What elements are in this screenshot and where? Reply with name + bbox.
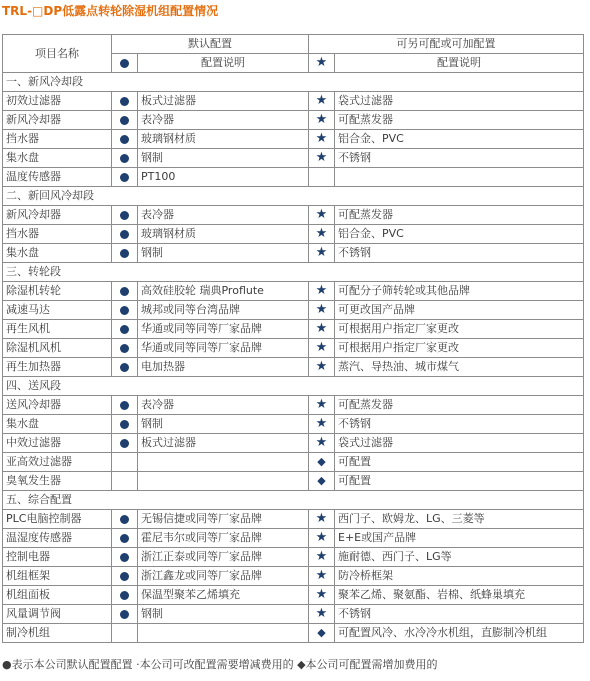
default-config: 无锡信捷或同等厂家品牌 bbox=[138, 510, 309, 529]
filled-circle-icon bbox=[120, 154, 129, 163]
optional-mark-cell bbox=[309, 472, 335, 491]
filled-circle-icon bbox=[120, 325, 129, 334]
default-config-header: 默认配置 bbox=[112, 35, 309, 54]
default-mark-cell bbox=[112, 605, 138, 624]
default-mark-cell bbox=[112, 225, 138, 244]
config-table bbox=[2, 34, 584, 643]
optional-mark-cell bbox=[309, 92, 335, 111]
filled-circle-icon bbox=[120, 439, 129, 448]
star-icon: ★ bbox=[315, 302, 328, 317]
star-icon: ★ bbox=[315, 587, 328, 602]
optional-config: 可配置 bbox=[335, 453, 584, 472]
table-row bbox=[3, 168, 584, 187]
star-icon: ★ bbox=[315, 359, 328, 374]
item-name: 机组框架 bbox=[3, 567, 112, 586]
diamond-icon: ◆ bbox=[317, 626, 326, 639]
table-row bbox=[3, 472, 584, 491]
optional-config: 可根据用户指定厂家更改 bbox=[335, 320, 584, 339]
star-icon: ★ bbox=[315, 283, 328, 298]
item-name: 控制电器 bbox=[3, 548, 112, 567]
star-icon: ★ bbox=[315, 55, 328, 70]
optional-mark-cell bbox=[309, 168, 335, 187]
config-desc-right-header: 配置说明 bbox=[335, 54, 584, 73]
optional-config: 不锈钢 bbox=[335, 415, 584, 434]
optional-config: 防冷桥框架 bbox=[335, 567, 584, 586]
default-mark-cell bbox=[112, 529, 138, 548]
filled-circle-icon bbox=[120, 553, 129, 562]
star-icon: ★ bbox=[315, 435, 328, 450]
star-icon: ★ bbox=[315, 131, 328, 146]
optional-config: 可根据用户指定厂家更改 bbox=[335, 339, 584, 358]
table-row bbox=[3, 92, 584, 111]
table-row bbox=[3, 320, 584, 339]
default-mark-cell bbox=[112, 567, 138, 586]
item-name: 再生风机 bbox=[3, 320, 112, 339]
star-icon: ★ bbox=[315, 530, 328, 545]
optional-mark-cell bbox=[309, 624, 335, 643]
star-icon: ★ bbox=[315, 416, 328, 431]
default-config: 高效硅胶轮 瑞典Proflute bbox=[138, 282, 309, 301]
filled-circle-icon bbox=[120, 534, 129, 543]
optional-mark-cell bbox=[309, 358, 335, 377]
optional-mark-cell bbox=[309, 605, 335, 624]
filled-circle-icon bbox=[120, 572, 129, 581]
table-row bbox=[3, 244, 584, 263]
page-title: TRL-□DP低露点转轮除湿机组配置情况 bbox=[2, 4, 219, 18]
default-mark-cell bbox=[112, 130, 138, 149]
default-mark-cell bbox=[112, 548, 138, 567]
item-name: 臭氧发生器 bbox=[3, 472, 112, 491]
table-row bbox=[3, 206, 584, 225]
star-icon: ★ bbox=[315, 245, 328, 260]
default-dot-header bbox=[112, 54, 138, 73]
optional-mark-cell bbox=[309, 244, 335, 263]
optional-mark-cell bbox=[309, 415, 335, 434]
default-mark-cell bbox=[112, 358, 138, 377]
default-mark-cell bbox=[112, 586, 138, 605]
optional-config: 袋式过滤器 bbox=[335, 92, 584, 111]
filled-circle-icon bbox=[120, 230, 129, 239]
optional-config: 铝合金、PVC bbox=[335, 130, 584, 149]
default-mark-cell bbox=[112, 510, 138, 529]
section-title: 一、新风冷却段 bbox=[3, 73, 584, 92]
section-row bbox=[3, 73, 584, 92]
filled-circle-icon bbox=[120, 116, 129, 125]
star-icon: ★ bbox=[315, 568, 328, 583]
default-config: 城邦或同等台湾品牌 bbox=[138, 301, 309, 320]
diamond-icon: ◆ bbox=[317, 455, 326, 468]
table-row bbox=[3, 586, 584, 605]
default-mark-cell bbox=[112, 282, 138, 301]
filled-circle-icon bbox=[120, 135, 129, 144]
section-row bbox=[3, 491, 584, 510]
default-config: 表冷器 bbox=[138, 111, 309, 130]
table-row bbox=[3, 339, 584, 358]
default-config bbox=[138, 472, 309, 491]
optional-config: E+E或国产品牌 bbox=[335, 529, 584, 548]
optional-mark-cell bbox=[309, 282, 335, 301]
star-icon: ★ bbox=[315, 112, 328, 127]
default-config: 浙江鑫龙或同等厂家品牌 bbox=[138, 567, 309, 586]
item-name: 新风冷却器 bbox=[3, 206, 112, 225]
item-name: PLC电脑控制器 bbox=[3, 510, 112, 529]
optional-config: 袋式过滤器 bbox=[335, 434, 584, 453]
optional-mark-cell bbox=[309, 301, 335, 320]
table-row bbox=[3, 453, 584, 472]
section-row bbox=[3, 263, 584, 282]
star-icon: ★ bbox=[315, 606, 328, 621]
filled-circle-icon bbox=[120, 249, 129, 258]
optional-mark-cell bbox=[309, 206, 335, 225]
optional-mark-cell bbox=[309, 396, 335, 415]
default-mark-cell bbox=[112, 624, 138, 643]
optional-config bbox=[335, 168, 584, 187]
item-name-header: 项目名称 bbox=[3, 35, 112, 73]
optional-config: 施耐德、西门子、LG等 bbox=[335, 548, 584, 567]
diamond-icon: ◆ bbox=[317, 474, 326, 487]
table-row bbox=[3, 111, 584, 130]
optional-mark-cell bbox=[309, 586, 335, 605]
default-mark-cell bbox=[112, 396, 138, 415]
default-mark-cell bbox=[112, 415, 138, 434]
item-name: 挡水器 bbox=[3, 225, 112, 244]
default-mark-cell bbox=[112, 339, 138, 358]
filled-circle-icon bbox=[120, 287, 129, 296]
header-row bbox=[3, 35, 584, 54]
star-icon: ★ bbox=[315, 321, 328, 336]
config-desc-left-header: 配置说明 bbox=[138, 54, 309, 73]
star-icon: ★ bbox=[315, 397, 328, 412]
item-name: 中效过滤器 bbox=[3, 434, 112, 453]
table-row bbox=[3, 510, 584, 529]
default-config: 板式过滤器 bbox=[138, 92, 309, 111]
filled-circle-icon bbox=[120, 211, 129, 220]
default-config: 电加热器 bbox=[138, 358, 309, 377]
item-name: 集水盘 bbox=[3, 244, 112, 263]
table-row bbox=[3, 624, 584, 643]
optional-config: 聚苯乙烯、聚氨酯、岩棉、纸蜂巢填充 bbox=[335, 586, 584, 605]
filled-circle-icon bbox=[120, 97, 129, 106]
star-icon: ★ bbox=[315, 93, 328, 108]
table-row bbox=[3, 130, 584, 149]
default-config bbox=[138, 624, 309, 643]
table-row bbox=[3, 434, 584, 453]
default-mark-cell bbox=[112, 301, 138, 320]
default-config: 华通或同等同等厂家品牌 bbox=[138, 320, 309, 339]
filled-circle-icon bbox=[120, 401, 129, 410]
item-name: 亚高效过滤器 bbox=[3, 453, 112, 472]
star-icon: ★ bbox=[315, 150, 328, 165]
default-mark-cell bbox=[112, 168, 138, 187]
table-row bbox=[3, 548, 584, 567]
table-row bbox=[3, 301, 584, 320]
default-mark-cell bbox=[112, 111, 138, 130]
default-config: 玻璃钢材质 bbox=[138, 225, 309, 244]
optional-mark-cell bbox=[309, 453, 335, 472]
item-name: 挡水器 bbox=[3, 130, 112, 149]
default-config bbox=[138, 453, 309, 472]
item-name: 风量调节阀 bbox=[3, 605, 112, 624]
filled-circle-icon bbox=[120, 306, 129, 315]
star-icon: ★ bbox=[315, 549, 328, 564]
star-icon: ★ bbox=[315, 207, 328, 222]
default-mark-cell bbox=[112, 472, 138, 491]
section-title: 三、转轮段 bbox=[3, 263, 584, 282]
item-name: 温湿度传感器 bbox=[3, 529, 112, 548]
section-row bbox=[3, 187, 584, 206]
filled-circle-icon bbox=[120, 420, 129, 429]
item-name: 集水盘 bbox=[3, 149, 112, 168]
item-name: 温度传感器 bbox=[3, 168, 112, 187]
optional-mark-cell bbox=[309, 130, 335, 149]
table-row bbox=[3, 225, 584, 244]
item-name: 送风冷却器 bbox=[3, 396, 112, 415]
optional-config: 可配置 bbox=[335, 472, 584, 491]
optional-config: 不锈钢 bbox=[335, 605, 584, 624]
table-row bbox=[3, 529, 584, 548]
optional-config-header: 可另可配或可加配置 bbox=[309, 35, 584, 54]
optional-mark-cell bbox=[309, 529, 335, 548]
optional-config: 西门子、欧姆龙、LG、三菱等 bbox=[335, 510, 584, 529]
default-mark-cell bbox=[112, 92, 138, 111]
default-config: 玻璃钢材质 bbox=[138, 130, 309, 149]
table-row bbox=[3, 149, 584, 168]
default-config: 华通或同等同等厂家品牌 bbox=[138, 339, 309, 358]
section-title: 四、送风段 bbox=[3, 377, 584, 396]
default-config: 表冷器 bbox=[138, 396, 309, 415]
default-mark-cell bbox=[112, 149, 138, 168]
item-name: 集水盘 bbox=[3, 415, 112, 434]
optional-mark-cell bbox=[309, 548, 335, 567]
optional-mark-cell bbox=[309, 434, 335, 453]
item-name: 制冷机组 bbox=[3, 624, 112, 643]
optional-config: 可更改国产品牌 bbox=[335, 301, 584, 320]
item-name: 除湿机风机 bbox=[3, 339, 112, 358]
default-config: 钢制 bbox=[138, 415, 309, 434]
legend-footer: ●表示本公司默认配置配置 ·本公司可改配置需要增减费用的 ◆本公司可配置需增加费用的 bbox=[2, 658, 438, 671]
default-config: 钢制 bbox=[138, 605, 309, 624]
default-mark-cell bbox=[112, 320, 138, 339]
filled-circle-icon bbox=[120, 515, 129, 524]
item-name: 机组面板 bbox=[3, 586, 112, 605]
optional-mark-cell bbox=[309, 225, 335, 244]
item-name: 除湿机转轮 bbox=[3, 282, 112, 301]
default-mark-cell bbox=[112, 244, 138, 263]
optional-config: 蒸汽、导热油、城市煤气 bbox=[335, 358, 584, 377]
default-config: 板式过滤器 bbox=[138, 434, 309, 453]
star-icon: ★ bbox=[315, 340, 328, 355]
section-title: 二、新回风冷却段 bbox=[3, 187, 584, 206]
optional-config: 不锈钢 bbox=[335, 244, 584, 263]
table-row bbox=[3, 358, 584, 377]
filled-circle-icon bbox=[120, 173, 129, 182]
star-icon: ★ bbox=[315, 226, 328, 241]
filled-circle-icon bbox=[120, 610, 129, 619]
table-row bbox=[3, 396, 584, 415]
optional-config: 可配置风冷、水冷冷水机组，直膨制冷机组 bbox=[335, 624, 584, 643]
optional-mark-cell bbox=[309, 510, 335, 529]
filled-circle-icon bbox=[120, 363, 129, 372]
optional-mark-cell bbox=[309, 111, 335, 130]
default-config: 保温型聚苯乙烯填充 bbox=[138, 586, 309, 605]
default-mark-cell bbox=[112, 453, 138, 472]
default-config: 浙江正泰或同等厂家品牌 bbox=[138, 548, 309, 567]
optional-mark-cell bbox=[309, 149, 335, 168]
star-icon: ★ bbox=[315, 511, 328, 526]
optional-config: 铝合金、PVC bbox=[335, 225, 584, 244]
default-mark-cell bbox=[112, 206, 138, 225]
item-name: 再生加热器 bbox=[3, 358, 112, 377]
default-config: 表冷器 bbox=[138, 206, 309, 225]
default-config: 钢制 bbox=[138, 149, 309, 168]
optional-config: 可配蒸发器 bbox=[335, 206, 584, 225]
table-row bbox=[3, 415, 584, 434]
filled-circle-icon bbox=[120, 59, 129, 68]
optional-config: 可配蒸发器 bbox=[335, 396, 584, 415]
filled-circle-icon bbox=[120, 344, 129, 353]
section-row bbox=[3, 377, 584, 396]
default-config: 钢制 bbox=[138, 244, 309, 263]
optional-config: 不锈钢 bbox=[335, 149, 584, 168]
default-config: 霍尼韦尔或同等厂家品牌 bbox=[138, 529, 309, 548]
optional-mark-cell bbox=[309, 320, 335, 339]
item-name: 初效过滤器 bbox=[3, 92, 112, 111]
item-name: 减速马达 bbox=[3, 301, 112, 320]
default-config: PT100 bbox=[138, 168, 309, 187]
optional-config: 可配分子筛转轮或其他品牌 bbox=[335, 282, 584, 301]
optional-config: 可配蒸发器 bbox=[335, 111, 584, 130]
default-mark-cell bbox=[112, 434, 138, 453]
table-row bbox=[3, 282, 584, 301]
optional-star-header bbox=[309, 54, 335, 73]
item-name: 新风冷却器 bbox=[3, 111, 112, 130]
table-row bbox=[3, 567, 584, 586]
filled-circle-icon bbox=[120, 591, 129, 600]
table-row bbox=[3, 605, 584, 624]
optional-mark-cell bbox=[309, 567, 335, 586]
section-title: 五、综合配置 bbox=[3, 491, 584, 510]
optional-mark-cell bbox=[309, 339, 335, 358]
